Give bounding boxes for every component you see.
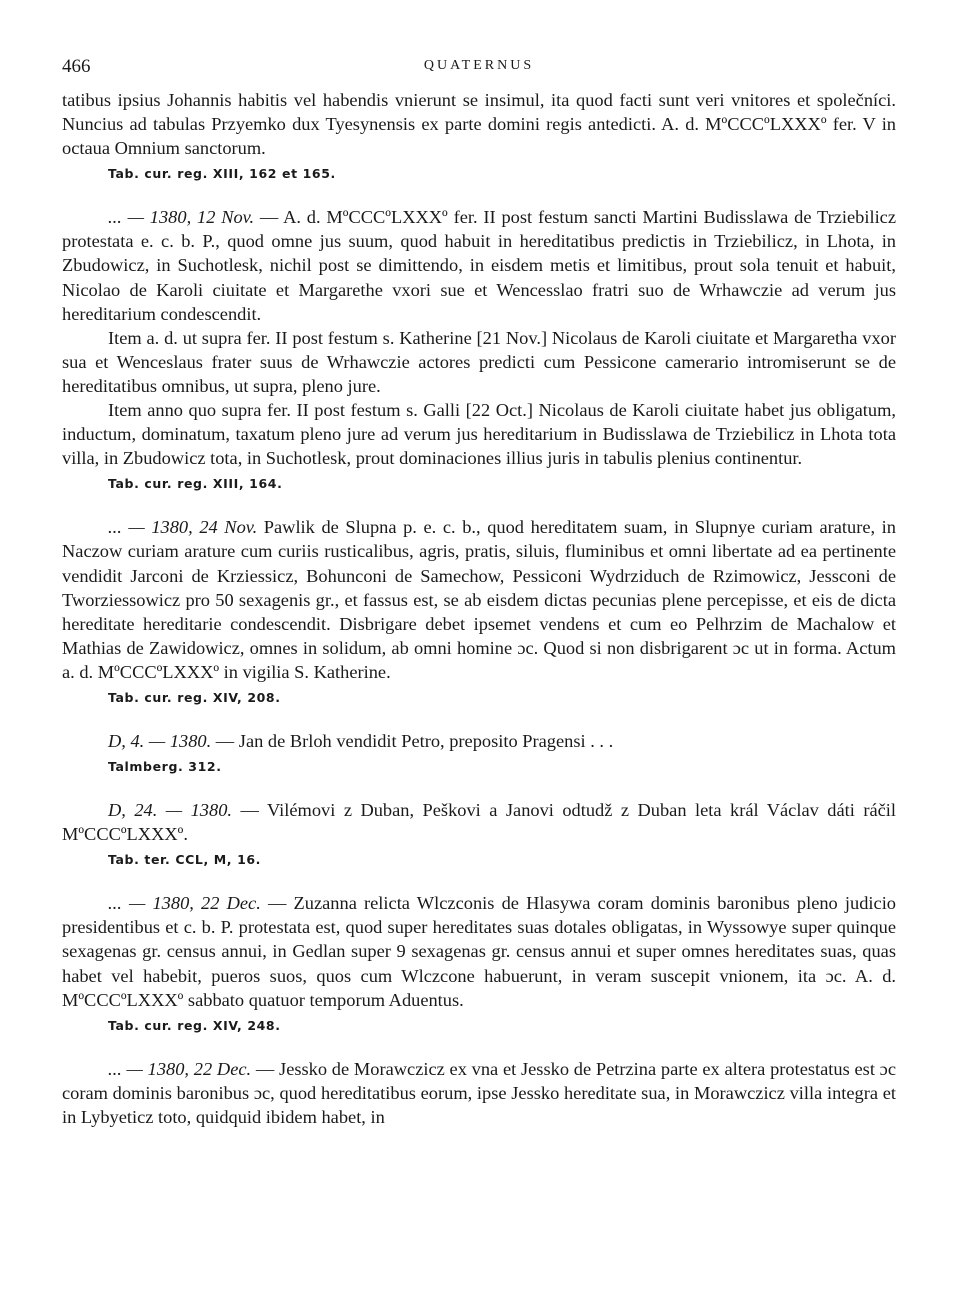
paragraph-text: — Jessko de Morawczicz ex vna et Jessko de Petrzina parte ex altera protestatus est ɔc coram dominis baronibus ɔc, quod hereditatibus eorum, ipse Jessko hereditate sua, in Morawczicz villa integra et in Lybyeticz toto, quidquid ibidem habet, in (62, 1058, 897, 1127)
paragraph-text: — Vilémovi z Duban, Peškovi a Janovi odtudž z Duban leta král Václav dáti ráčil MºCCCºLXXXº. (62, 800, 896, 845)
entry-date-heading: ... — 1380, 12 Nov. (108, 207, 255, 228)
paragraph-text: tatibus ipsius Johannis habitis vel habendis vnierunt se insimul, ita quod facti sunt veri vnitores et společníci. Nuncius ad tabulas Przyemko dux Tyesynensis ex parte domini regis antedicti. A. d. MºCCCºLXXXº fer. V in octaua Omnium sanctorum. (62, 90, 896, 159)
paragraph-text: — Zuzanna relicta Wlczconis de Hlasywa coram dominis baronibus pleno judicio presidentibus et c. b. P. protestata est, quod super hereditates suas dotales obligatas, in Wyssowye super quinque sexagenas gr. census annui, in Gedlan super 9 sexagenas gr. census annui et super omnes hereditates suas, quas habet vel habebit, pueros suos, quos cum Wlczcone habuerunt, in veram suscepit vnionem, ita ɔc. A. d. MºCCCºLXXXº sabbato quatuor temporum Aduentus. (62, 893, 896, 1010)
entry-paragraph (62, 729, 896, 753)
running-head: QUATERNUS (423, 58, 535, 73)
entry-date-heading: ... — 1380, 22 Dec. (108, 1058, 252, 1079)
source-reference: Talmberg. 312. (108, 759, 222, 775)
entry-date-heading: D, 4. — 1380. (108, 730, 212, 751)
paragraph-text: Item anno quo supra fer. II post festum s. Galli [22 Oct.] Nicolaus de Karoli ciuitate habet jus obligatum, inductum, dominatum, taxatum pleno jure ad verum jus hereditarium in Budisslawa de Trziebilicz in Lhota tota villa, in Zbudowicz tota, in Suchotlesk, prout dominaciones illius juris in tabulis plenius continentur. (62, 400, 896, 469)
source-reference: Tab. cur. reg. XIII, 164. (108, 476, 283, 492)
source-reference: Tab. cur. reg. XIII, 162 et 165. (108, 166, 336, 182)
document-body (62, 88, 896, 1129)
page-number: 466 (62, 56, 91, 77)
entry-spacer (62, 185, 896, 205)
entry-spacer (62, 495, 896, 515)
entry-date-heading: ... — 1380, 22 Dec. (108, 893, 261, 914)
entry-paragraph (62, 515, 896, 684)
paragraph-text: — Jan de Brloh vendidit Petro, preposito Pragensi . . . (211, 730, 614, 751)
page-header (62, 56, 896, 88)
paragraph-text: Pawlik de Slupna p. e. c. b., quod hereditatem suam, in Slupnye curiam arature, in Naczow curiam arature cum curiis rusticalibus, agris, pratis, siluis, fluminibus et omni libertate ad ea pertinente vendidit Jarconi de Krziessicz, Bohunconi de Samechow, Pessiconi Wydrziduch de Rzimowicz, Jessconi de Tworziessowicz pro 50 sexagenis gr., et fassus est, se ab eisdem dictas pecunias plene percepisse, et eis de dicta hereditate hereditarie condescendit. Disbrigare debet ipsemet vendens et cum eo Pelhrzim de Machalow et Mathias de Zawidowicz, omnes in solidum, ab omni homine ɔc. Quod si non disbrigarent ɔc ut in forma. Actum a. d. MºCCCºLXXXº in vigilia S. Katherine. (62, 517, 896, 682)
paragraph (62, 88, 896, 160)
entry-spacer (62, 871, 896, 891)
paragraph-text: — A. d. MºCCCºLXXXº fer. II post festum sancti Martini Budisslawa de Trziebilicz protestata e. c. b. P., quod omne jus suum, quod habuit in hereditatibus predictis in Trziebilicz, in Lhota, in Zbudowicz, in Suchotlesk, nichil post se dimittendo, in eisdem metis et limitibus, prout sola tenuit et habuit, Nicolao de Karoli ciuitate et Margarethe vxori sue et Wencesslao fratri suo de Wrhawczie ad verum jus hereditarium condescendit. (62, 207, 896, 324)
entry-paragraph (62, 205, 896, 325)
entry-spacer (62, 709, 896, 729)
document-page (62, 56, 896, 1129)
source-reference: Tab. cur. reg. XIV, 208. (108, 689, 281, 705)
entry-paragraph (62, 891, 896, 1011)
source-reference: Tab. ter. CCL, M, 16. (108, 852, 262, 868)
paragraph (62, 326, 896, 398)
entry-paragraph (62, 1057, 896, 1129)
entry-spacer (62, 778, 896, 798)
entry-spacer (62, 1037, 896, 1057)
entry-date-heading: ... — 1380, 24 Nov. (108, 517, 258, 538)
paragraph-text: Item a. d. ut supra fer. II post festum s. Katherine [21 Nov.] Nicolaus de Karoli ciuitate et Margaretha vxor sua et Wenceslaus frater suus de Wrhawczie actores predicti cum Pessicone camerario intromiserunt se de hereditatibus omnibus, ut supra, pleno jure. (62, 327, 896, 396)
source-reference: Tab. cur. reg. XIV, 248. (108, 1017, 281, 1033)
entry-date-heading: D, 24. — 1380. (108, 800, 232, 821)
entry-paragraph (62, 798, 896, 846)
paragraph (62, 398, 896, 470)
